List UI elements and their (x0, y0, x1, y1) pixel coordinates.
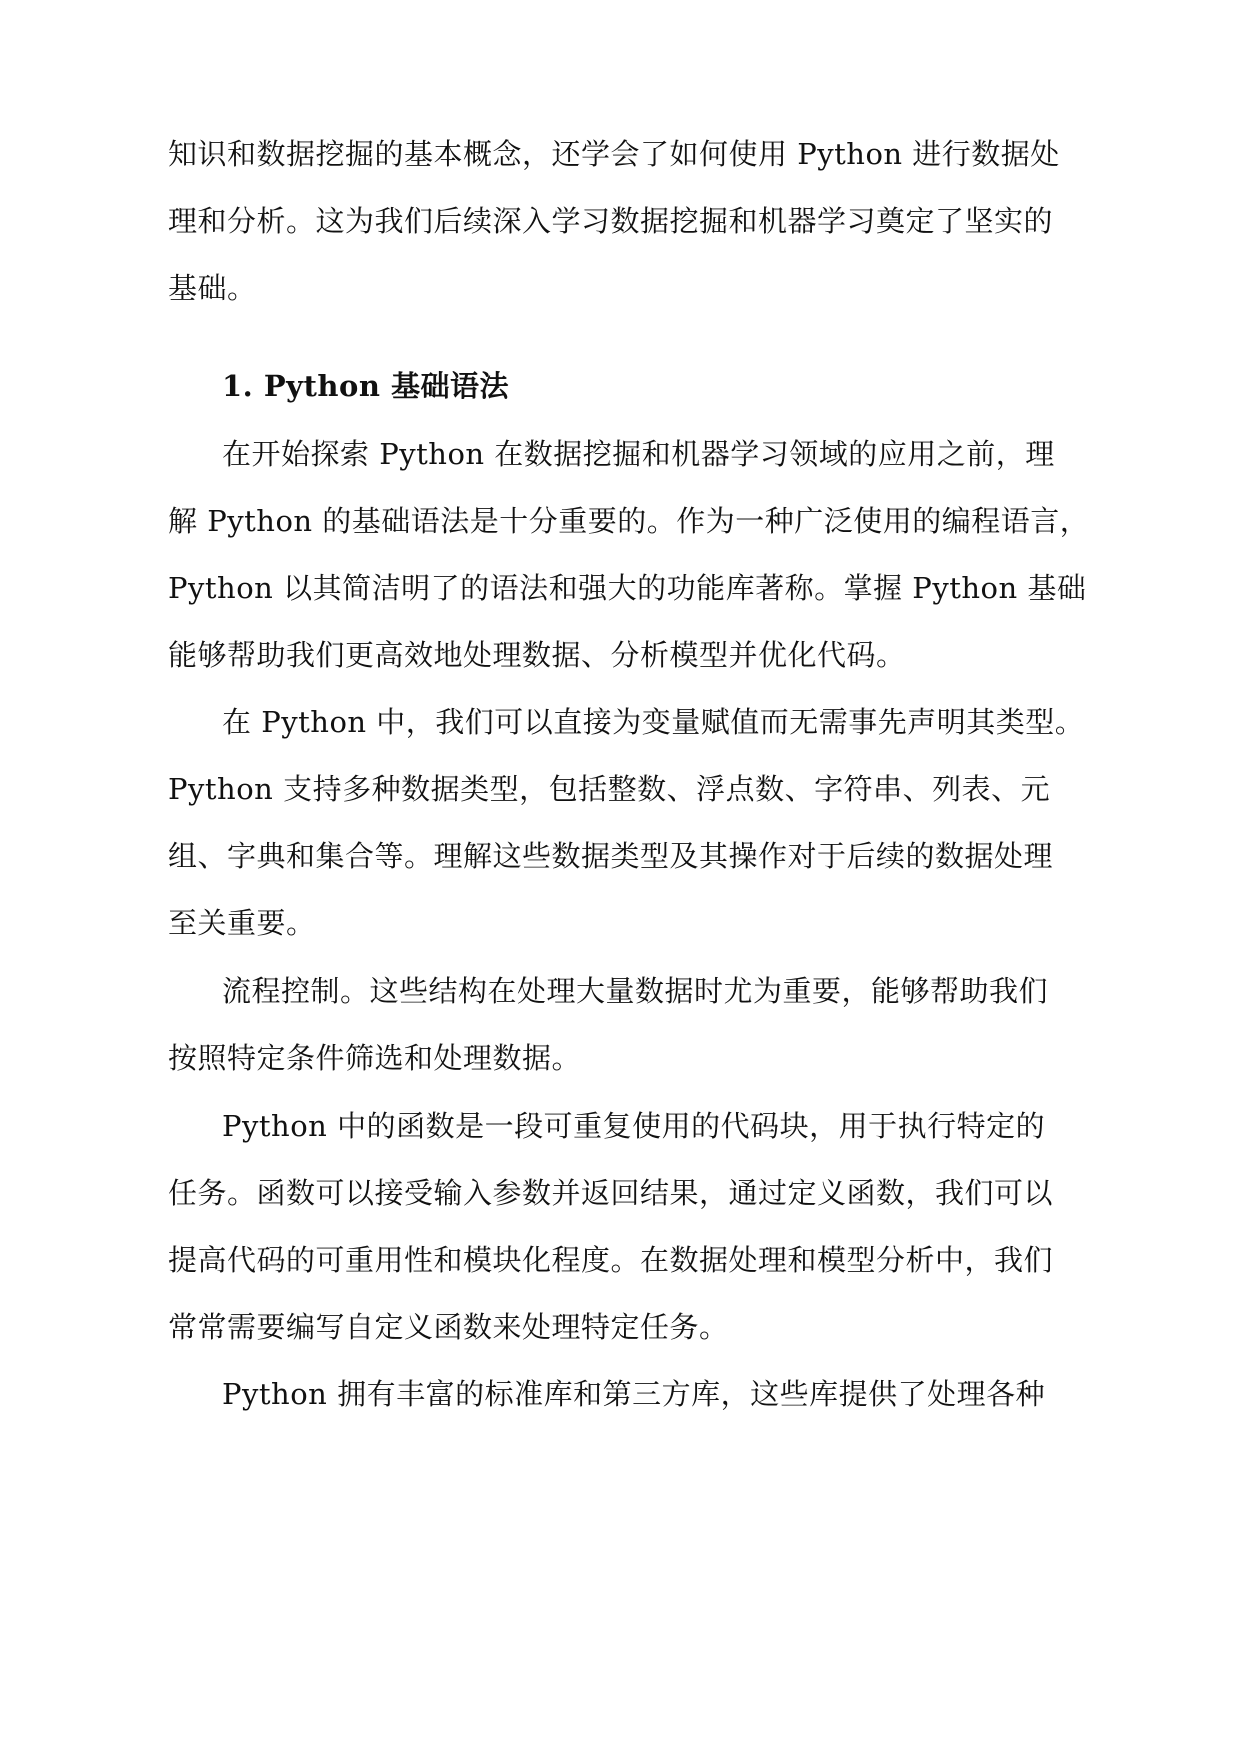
text-line: Python 以其简洁明了的语法和强大的功能库著称。掌握 Python 基础 (168, 571, 1087, 605)
text-line: 解 Python 的基础语法是十分重要的。作为一种广泛使用的编程语言， (168, 504, 1090, 538)
text-line: Python 中的函数是一段可重复使用的代码块，用于执行特定的 (222, 1109, 1046, 1143)
text-line: 在开始探索 Python 在数据挖掘和机器学习领域的应用之前，理 (222, 437, 1055, 471)
text-line: 流程控制。这些结构在处理大量数据时尤为重要，能够帮助我们 (222, 974, 1049, 1008)
section-heading: 1. Python 基础语法 (222, 369, 510, 403)
text-line: 知识和数据挖掘的基本概念，还学会了如何使用 Python 进行数据处 (168, 137, 1060, 171)
text-line: 提高代码的可重用性和模块化程度。在数据处理和模型分析中，我们 (168, 1243, 1054, 1277)
text-line: 理和分析。这为我们后续深入学习数据挖掘和机器学习奠定了坚实的 (168, 204, 1054, 238)
text-line: 常常需要编写自定义函数来处理特定任务。 (168, 1310, 729, 1344)
text-line: 能够帮助我们更高效地处理数据、分析模型并优化代码。 (168, 638, 906, 672)
text-line: 至关重要。 (168, 906, 316, 940)
text-line: 按照特定条件筛选和处理数据。 (168, 1041, 582, 1075)
text-line: 基础。 (168, 271, 257, 305)
text-line: Python 拥有丰富的标准库和第三方库，这些库提供了处理各种 (222, 1377, 1046, 1411)
text-line: 组、字典和集合等。理解这些数据类型及其操作对于后续的数据处理 (168, 839, 1054, 873)
text-line: Python 支持多种数据类型，包括整数、浮点数、字符串、列表、元 (168, 772, 1051, 806)
text-line: 在 Python 中，我们可以直接为变量赋值而无需事先声明其类型。 (222, 705, 1085, 739)
text-line: 任务。函数可以接受输入参数并返回结果，通过定义函数，我们可以 (168, 1176, 1054, 1210)
